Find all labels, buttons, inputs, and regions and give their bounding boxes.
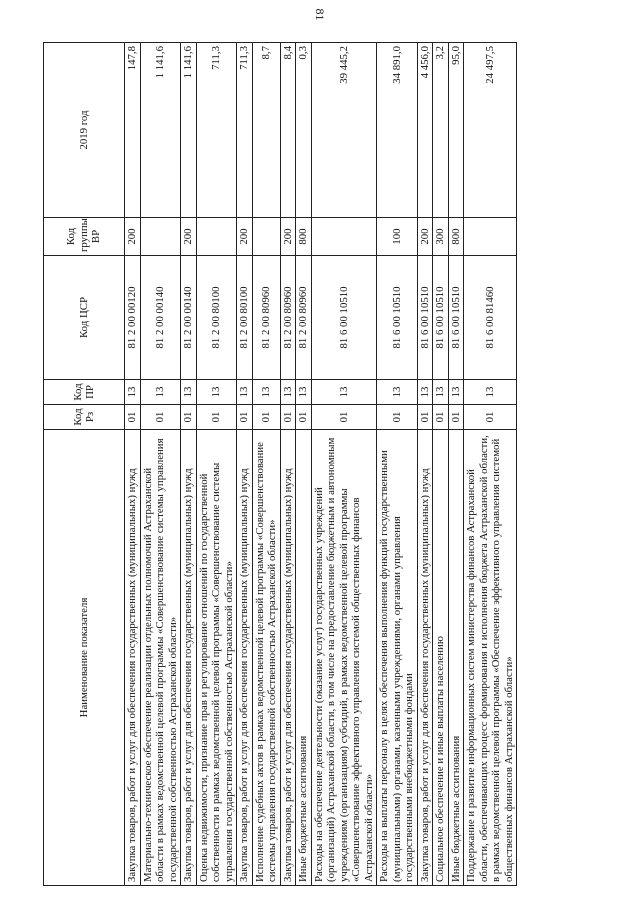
rotated-table-container <box>43 43 597 886</box>
cell-name: Социальное обеспечение и иные выплаты населению <box>433 430 449 886</box>
cell-pr: 13 <box>417 380 433 405</box>
cell-val: 24 497,5 <box>464 43 517 218</box>
cell-val: 711,3 <box>196 43 237 218</box>
cell-name: Расходы на выплаты персоналу в целях обеспечения выполнения функций государственными (муниципальными) органами, казенными учреждениями, органами управления государственными внебюджетными фондами <box>377 430 418 886</box>
table-row <box>296 43 312 886</box>
header-vr: Код группы ВР <box>44 218 125 256</box>
cell-pr: 13 <box>125 380 141 405</box>
cell-csr: 81 2 00 80960 <box>296 256 312 380</box>
cell-val: 8,4 <box>280 43 296 218</box>
table-row <box>237 43 253 886</box>
cell-pr: 13 <box>433 380 449 405</box>
cell-pr: 13 <box>464 380 517 405</box>
table-row <box>311 43 377 886</box>
cell-val: 8,7 <box>252 43 280 218</box>
cell-name: Иные бюджетные ассигнования <box>296 430 312 886</box>
cell-vr <box>140 218 181 256</box>
table-row <box>448 43 464 886</box>
cell-pr: 13 <box>311 380 377 405</box>
cell-rz: 01 <box>311 405 377 430</box>
cell-csr: 81 2 00 80960 <box>280 256 296 380</box>
cell-vr: 800 <box>448 218 464 256</box>
cell-vr: 200 <box>417 218 433 256</box>
cell-pr: 13 <box>196 380 237 405</box>
table-row <box>417 43 433 886</box>
table-row <box>125 43 141 886</box>
cell-val: 39 445,2 <box>311 43 377 218</box>
table-row <box>280 43 296 886</box>
cell-pr: 13 <box>237 380 253 405</box>
cell-rz: 01 <box>417 405 433 430</box>
cell-name: Закупка товаров, работ и услуг для обеспечения государственных (муниципальных) нужд <box>125 430 141 886</box>
cell-pr: 13 <box>280 380 296 405</box>
table-header-row <box>44 43 125 886</box>
cell-csr: 81 2 00 00140 <box>181 256 197 380</box>
cell-val: 711,3 <box>237 43 253 218</box>
cell-vr <box>252 218 280 256</box>
cell-pr: 13 <box>181 380 197 405</box>
table-row <box>140 43 181 886</box>
cell-name: Закупка товаров, работ и услуг для обеспечения государственных (муниципальных) нужд <box>280 430 296 886</box>
cell-csr: 81 6 00 10510 <box>417 256 433 380</box>
cell-val: 3,2 <box>433 43 449 218</box>
cell-pr: 13 <box>296 380 312 405</box>
cell-vr <box>464 218 517 256</box>
cell-vr: 200 <box>125 218 141 256</box>
cell-val: 34 891,0 <box>377 43 418 218</box>
page-number: 81 <box>313 8 327 21</box>
cell-pr: 13 <box>448 380 464 405</box>
cell-csr: 81 2 00 80100 <box>237 256 253 380</box>
cell-name: Закупка товаров, работ и услуг для обеспечения государственных (муниципальных) нужд <box>181 430 197 886</box>
cell-rz: 01 <box>448 405 464 430</box>
table-row <box>433 43 449 886</box>
cell-vr: 100 <box>377 218 418 256</box>
cell-val: 4 456,0 <box>417 43 433 218</box>
cell-name: Закупка товаров, работ и услуг для обеспечения государственных (муниципальных) нужд <box>237 430 253 886</box>
cell-pr: 13 <box>252 380 280 405</box>
cell-val: 95,0 <box>448 43 464 218</box>
table-row <box>181 43 197 886</box>
cell-vr: 200 <box>280 218 296 256</box>
table-row <box>196 43 237 886</box>
cell-name: Расходы на обеспечение деятельности (оказание услуг) государственных учреждений (организаций) Астраханской области, в том числе на предоставление бюджетным и автономным учреждениям (организациям) субсидий, в рамках ведомственной целевой программы «Совершенствование эффективного управления системой общественных финансов Астраханской области» <box>311 430 377 886</box>
header-rz: Код Рз <box>44 405 125 430</box>
cell-name: Поддержание и развитие информационных систем министерства финансов Астраханской области, обеспечивающих процесс формирования и исполнения бюджета Астраханской области, в рамках ведомственной целевой программы «Обеспечение эффективного управления системой общественных финансов Астраханской области» <box>464 430 517 886</box>
table-row <box>377 43 418 886</box>
cell-rz: 01 <box>237 405 253 430</box>
cell-name: Материально-техническое обеспечение реализации отдельных полномочий Астраханской области в рамках ведомственной целевой программы «Совершенствование системы управления государственной собственностью Астраханской области» <box>140 430 181 886</box>
cell-vr: 200 <box>181 218 197 256</box>
header-name: Наименование показателя <box>44 430 125 886</box>
cell-rz: 01 <box>140 405 181 430</box>
cell-rz: 01 <box>377 405 418 430</box>
header-csr: Код ЦСР <box>44 256 125 380</box>
cell-rz: 01 <box>252 405 280 430</box>
cell-vr: 200 <box>237 218 253 256</box>
cell-name: Оценка недвижимости, признание прав и регулирование отношений по государственной собственности в рамках ведомственной целевой программы «Совершенствование системы управления государственной собственностью Астраханской области» <box>196 430 237 886</box>
cell-val: 147,8 <box>125 43 141 218</box>
cell-rz: 01 <box>125 405 141 430</box>
table-row <box>464 43 517 886</box>
cell-rz: 01 <box>296 405 312 430</box>
header-pr: Код ПР <box>44 380 125 405</box>
cell-vr: 800 <box>296 218 312 256</box>
cell-csr: 81 2 00 80100 <box>196 256 237 380</box>
cell-pr: 13 <box>140 380 181 405</box>
cell-csr: 81 6 00 81460 <box>464 256 517 380</box>
cell-csr: 81 6 00 10510 <box>311 256 377 380</box>
cell-rz: 01 <box>181 405 197 430</box>
cell-csr: 81 6 00 10510 <box>433 256 449 380</box>
table-row <box>252 43 280 886</box>
cell-rz: 01 <box>280 405 296 430</box>
cell-vr <box>196 218 237 256</box>
cell-csr: 81 2 00 00120 <box>125 256 141 380</box>
cell-vr <box>311 218 377 256</box>
cell-name: Закупка товаров, работ и услуг для обеспечения государственных (муниципальных) нужд <box>417 430 433 886</box>
cell-rz: 01 <box>196 405 237 430</box>
budget-table <box>43 42 517 886</box>
cell-val: 1 141,6 <box>181 43 197 218</box>
cell-csr: 81 6 00 10510 <box>377 256 418 380</box>
cell-val: 1 141,6 <box>140 43 181 218</box>
cell-csr: 81 2 00 00140 <box>140 256 181 380</box>
cell-name: Иные бюджетные ассигнования <box>448 430 464 886</box>
cell-rz: 01 <box>464 405 517 430</box>
cell-name: Исполнение судебных актов в рамках ведомственной целевой программы «Совершенствование системы управления государственной собственностью Астраханской области» <box>252 430 280 886</box>
cell-rz: 01 <box>433 405 449 430</box>
cell-csr: 81 6 00 10510 <box>448 256 464 380</box>
cell-csr: 81 2 00 80960 <box>252 256 280 380</box>
header-2019: 2019 год <box>44 43 125 218</box>
cell-pr: 13 <box>377 380 418 405</box>
cell-val: 0,3 <box>296 43 312 218</box>
cell-vr: 300 <box>433 218 449 256</box>
